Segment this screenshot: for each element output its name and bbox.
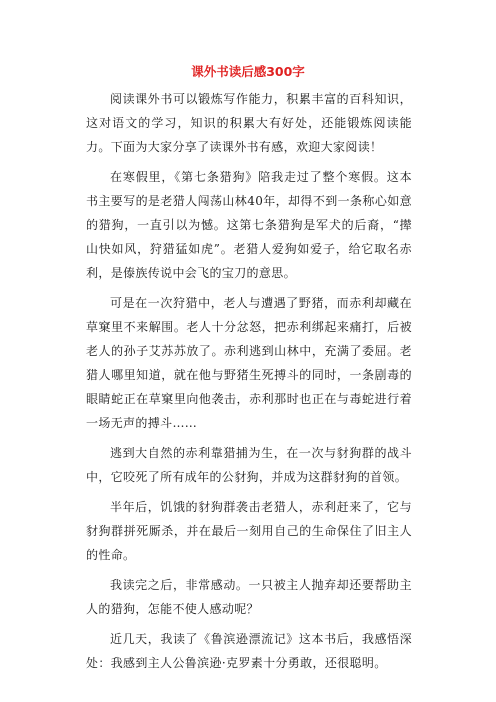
document-title: 课外书读后感300字 [191, 64, 305, 79]
paragraph-reflection: 我读完之后，非常感动。一只被主人抛弃却还要帮助主人的猎狗，怎能不使人感动呢？ [86, 578, 412, 616]
document-body [86, 87, 412, 681]
paragraph-hunting-incident: 可是在一次狩猎中，老人与遭遇了野猪，而赤利却藏在草窠里不来解围。老人十分忿怒，把赤利绑起来痛打，后被老人的孙子艾苏苏放了。赤利逃到山林中，充满了委屈。老猎人哪里知道，就在他与野猪生死搏斗的同时，一条剧毒的眼睛蛇正在草窠里向他袭击，赤利那时也正在与毒蛇进行着一场无声的搏斗…… [86, 296, 412, 430]
paragraph-book-summary: 在寒假里，《第七条猎狗》陪我走过了整个寒假。这本书主要写的是老猎人闯荡山林40年，却得不到一条称心如意的猎狗，一直引以为憾。这第七条猎狗是军犬的后裔，“撵山快如风，狩猎猛如虎”。老猎人爱狗如爱子，给它取名赤利，是傣族传说中会飞的宝刀的意思。 [86, 170, 412, 280]
paragraph-rescue: 半年后，饥饿的豺狗群袭击老猎人，赤利赶来了，它与豺狗群拼死厮杀，并在最后一刻用自己的生命保住了旧主人的性命。 [86, 500, 412, 562]
paragraph-robinson: 近几天，我读了《鲁滨逊漂流记》这本书后，我感悟深处：我感到主人公鲁滨逊·克罗素十分勇敢，还很聪明。 [86, 632, 412, 670]
paragraph-intro: 阅读课外书可以锻炼写作能力，积累丰富的百科知识，这对语文的学习，知识的积累大有好处，还能锻炼阅读能力。下面为大家分享了读课外书有感，欢迎大家阅读！ [86, 92, 412, 154]
paragraph-wild-dogs: 逃到大自然的赤利靠猎捕为生，在一次与豺狗群的战斗中，它咬死了所有成年的公豺狗，并成为这群豺狗的首领。 [86, 446, 412, 484]
